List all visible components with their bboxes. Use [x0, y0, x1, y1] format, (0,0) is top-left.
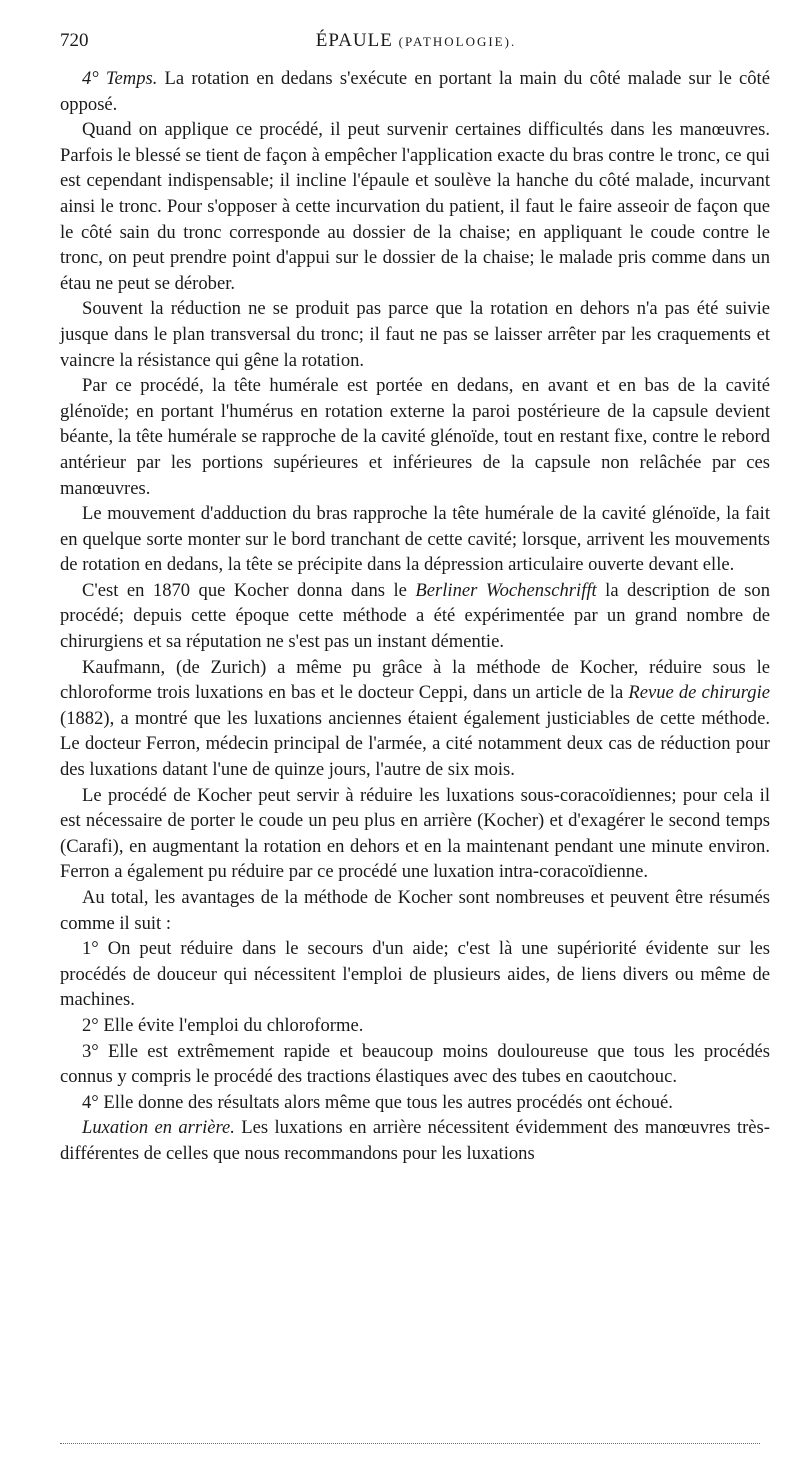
paragraph: Souvent la réduction ne se produit pas parce que la rotation en dehors n'a pas été suivie jusque dans le plan transversal du tronc; il faut ne pas se laisser arrêter par les craquements et vaincre la résistance qui gêne la rotation.: [60, 298, 770, 371]
journal-title: Berliner Wochenschrifft: [415, 579, 597, 601]
paragraph: Le mouvement d'adduction du bras rapproche la tête humérale de la cavité glénoïde, la fait en quelque sorte monter sur le bord tranchant de cette cavité; lorsque, arrivent les mouvements de rotation en dedans, la tête se précipite dans la dépression articulaire ouverte devant elle.: [60, 503, 770, 576]
paragraph: Au total, les avantages de la méthode de Kocher sont nombreuses et peuvent être résumés comme il suit :: [60, 887, 770, 934]
paragraph: C'est en 1870 que Kocher donna dans le Berliner Wochenschrifft la description de son procédé; depuis cette époque cette méthode a été expérimentée par un grand nombre de chirurgiens et sa réputation ne s'est pas un instant démentie.: [60, 579, 770, 653]
paragraph: Luxation en arrière. Les luxations en arrière nécessitent évidemment des manœuvres très-différentes de celles que nous recommandons pour les luxations: [60, 1117, 770, 1164]
paragraph: Kaufmann, (de Zurich) a même pu grâce à la méthode de Kocher, réduire sous le chloroforme trois luxations en bas et le docteur Ceppi, dans un article de la Revue de chirurgie (1882), a montré que les luxations anciennes étaient également justiciables de cette méthode. Le docteur Ferron, médecin principal de l'armée, a cité notamment deux cas de réduction pour des luxations datant l'une de quinze jours, l'autre de six mois.: [60, 656, 770, 781]
running-title-sub: (PATHOLOGIE).: [398, 34, 517, 49]
list-paragraph: 2° Elle évite l'emploi du chloroforme.: [82, 1014, 364, 1036]
list-paragraph: 4° Elle donne des résultats alors même que tous les autres procédés ont échoué.: [82, 1091, 673, 1113]
body-text: [60, 66, 770, 1167]
page-number: 720: [60, 30, 89, 51]
paragraph-lead: 4° Temps.: [82, 68, 158, 89]
paragraph: Le procédé de Kocher peut servir à réduire les luxations sous-coracoïdiennes; pour cela il est nécessaire de porter le coude un peu plus en arrière (Kocher) et d'exagérer le second temps (Carafi), en augmentant la rotation en dehors et en la maintenant pendant une minute environ. Ferron a également pu réduire par ce procédé une luxation intra-coracoïdienne.: [60, 784, 770, 883]
paragraph: Quand on applique ce procédé, il peut survenir certaines difficultés dans les manœuvres. Parfois le blessé se tient de façon à empêcher l'application exacte du bras contre le tronc, ce qui est cependant indispensable; il incline l'épaule et soulève la hanche du côté malade, incurvant ainsi le tronc. Pour s'opposer à cette incurvation du patient, il faut le faire asseoir de façon que le côté sain du tronc corresponde au dossier de la chaise; en appliquant le coude contre le tronc, on peut prendre point d'appui sur le dossier de la chaise; le malade pris comme dans un étau ne peut se dérober.: [60, 119, 770, 294]
list-paragraph: 3° Elle est extrêmement rapide et beaucoup moins douloureuse que tous les procédés connus y compris le procédé des tractions élastiques avec des tubes en caoutchouc.: [60, 1040, 770, 1088]
paragraph: 4° Temps. La rotation en dedans s'exécute en portant la main du côté malade sur le côté opposé.: [60, 68, 770, 115]
running-header: [60, 30, 772, 58]
paragraph: Par ce procédé, la tête humérale est portée en dedans, en avant et en bas de la cavité glénoïde; en portant l'humérus en rotation externe la paroi postérieure de la capsule devient béante, la tête humérale se rapproche de la cavité glénoïde, tout en restant fixe, contre le rebord antérieur par les portions supérieures et inférieures de la capsule non relâchée par ces manœuvres.: [60, 375, 770, 499]
footer-rule: [60, 1443, 760, 1444]
list-paragraph: 1° On peut réduire dans le secours d'un aide; c'est là une supériorité évidente sur les procédés de douceur qui nécessitent l'emploi de plusieurs aides, de liens divers ou même de machines.: [60, 938, 770, 1011]
running-title: [60, 30, 772, 52]
journal-title: Revue de chirurgie: [628, 682, 770, 704]
paragraph-lead: Luxation en arrière.: [82, 1117, 235, 1139]
running-title-main: ÉPAULE: [315, 30, 393, 51]
